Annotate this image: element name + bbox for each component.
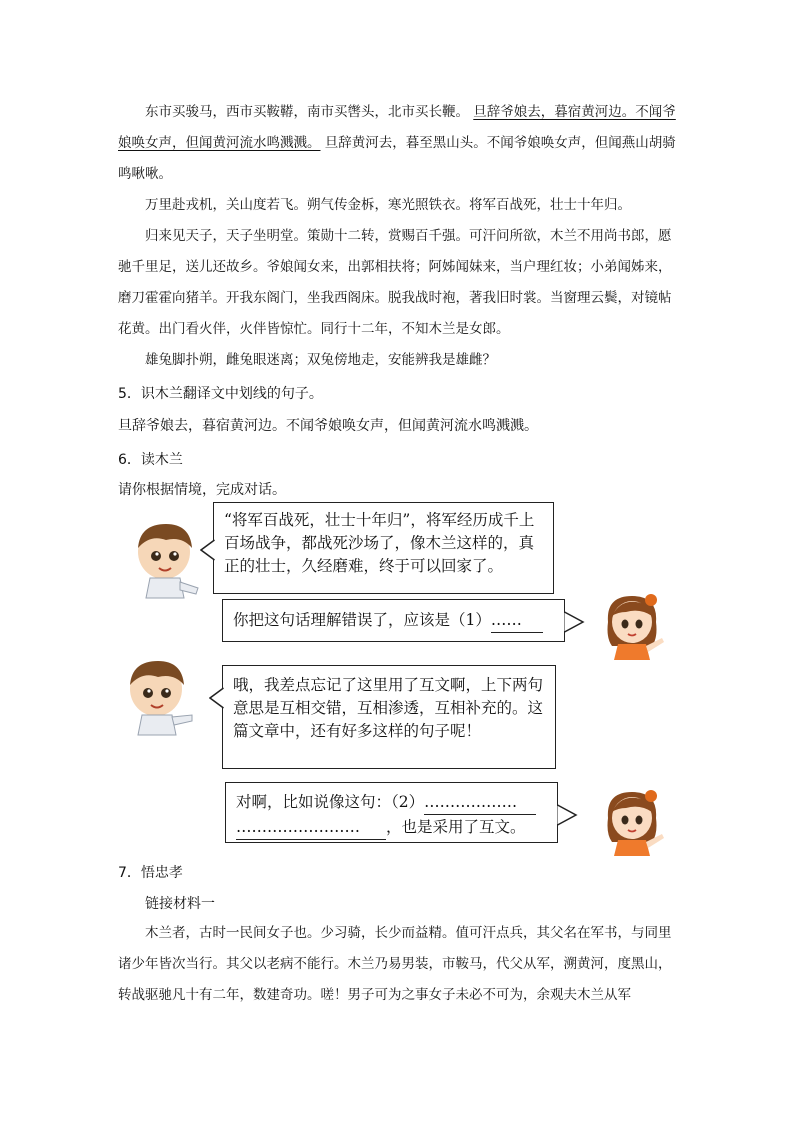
- material-1-label: 链接材料一: [145, 896, 215, 912]
- girl-speech-text: 你把这句话理解错误了，应该是（1）: [233, 611, 491, 629]
- bubble-tail: [209, 686, 225, 710]
- boy-speech-bubble-2: 哦，我差点忘记了这里用了互文啊，上下两句意思是互相交错，互相渗透，互相补充的。这篇文章中，还有好多这样的句子呢！: [222, 665, 556, 769]
- poem-paragraph-2: 万里赴戎机，关山度若飞。朔气传金柝，寒光照铁衣。将军百战死，壮士十年归。: [145, 197, 631, 213]
- question-6-title: 6．读木兰: [118, 452, 183, 468]
- girl-speech-text: 对啊，比如说像这句：（2）: [236, 793, 425, 811]
- poem-line: 东市买骏马，西市买鞍鞯，南市买辔头，北市买长鞭。: [145, 104, 469, 120]
- question-5-title: 5．识木兰翻译文中划线的句子。: [118, 386, 323, 402]
- bubble-tail: [200, 538, 216, 562]
- answer-blank-2a[interactable]: ………………: [424, 790, 536, 815]
- question-5-sentence: 旦辞爷娘去，暮宿黄河边。不闻爷娘唤女声，但闻黄河流水鸣溅溅。: [118, 418, 538, 434]
- girl-speech-line-1: [236, 790, 547, 815]
- material-1-text: [118, 918, 678, 1011]
- bubble-tail: [563, 610, 585, 634]
- girl-speech-line-2: [236, 815, 547, 840]
- material-paragraph: 木兰者，古时一民间女子也。少习骑，长少而益精。值可汗点兵，其父名在军书，与同里诸少年皆次当行。其父以老病不能行。木兰乃易男装，市鞍马，代父从军，溯黄河，度黑山，转战驱驰凡十有二年，数建奇功。嗟！男子可为之事女子未必不可为，余观夫木兰从军: [118, 925, 672, 1003]
- bubble-tail: [556, 803, 578, 827]
- poem-paragraph-1: [118, 97, 678, 190]
- girl-speech-text: ，也是采用了互文。: [386, 818, 526, 836]
- answer-blank-2b[interactable]: ……………………: [236, 815, 386, 840]
- question-7-title: 7．悟忠孝: [118, 865, 183, 881]
- girl-speech-bubble-2: [225, 782, 558, 843]
- boy-speech-bubble-1: “将军百战死，壮士十年归”，将军经历成千上百场战争，都战死沙场了，像木兰这样的，真正的壮士，久经磨难，终于可以回家了。: [213, 502, 554, 594]
- girl-character: [596, 786, 668, 858]
- poem-text: [118, 97, 678, 376]
- girl-character: [596, 590, 668, 662]
- question-6-instruction: 请你根据情境，完成对话。: [118, 482, 286, 498]
- answer-blank-1[interactable]: ……: [491, 609, 543, 633]
- poem-line: 旦辞黄河去，暮至黑山头。不闻爷娘唤女声，但闻燕山胡骑鸣啾啾。: [118, 135, 676, 182]
- underlined-sentence: 旦辞爷娘去，暮宿黄河边。不闻爷娘唤女声，但闻黄河流水鸣溅溅。: [118, 104, 676, 151]
- boy-character: [118, 655, 198, 739]
- girl-speech-bubble-1: [222, 599, 565, 642]
- boy-character: [128, 518, 204, 602]
- poem-paragraph-3: 归来见天子，天子坐明堂。策勋十二转，赏赐百千强。可汗问所欲，木兰不用尚书郎，愿驰千里足，送儿还故乡。爷娘闻女来，出郭相扶将；阿姊闻妹来，当户理红妆；小弟闻姊来，磨刀霍霍向猪羊。开我东阁门，坐我西阁床。脱我战时袍，著我旧时裳。当窗理云鬓，对镜帖花黄。出门看火伴，火伴皆惊忙。同行十二年，不知木兰是女郎。: [118, 228, 672, 337]
- poem-paragraph-4: 雄兔脚扑朔，雌兔眼迷离；双兔傍地走，安能辨我是雄雌？: [145, 352, 496, 368]
